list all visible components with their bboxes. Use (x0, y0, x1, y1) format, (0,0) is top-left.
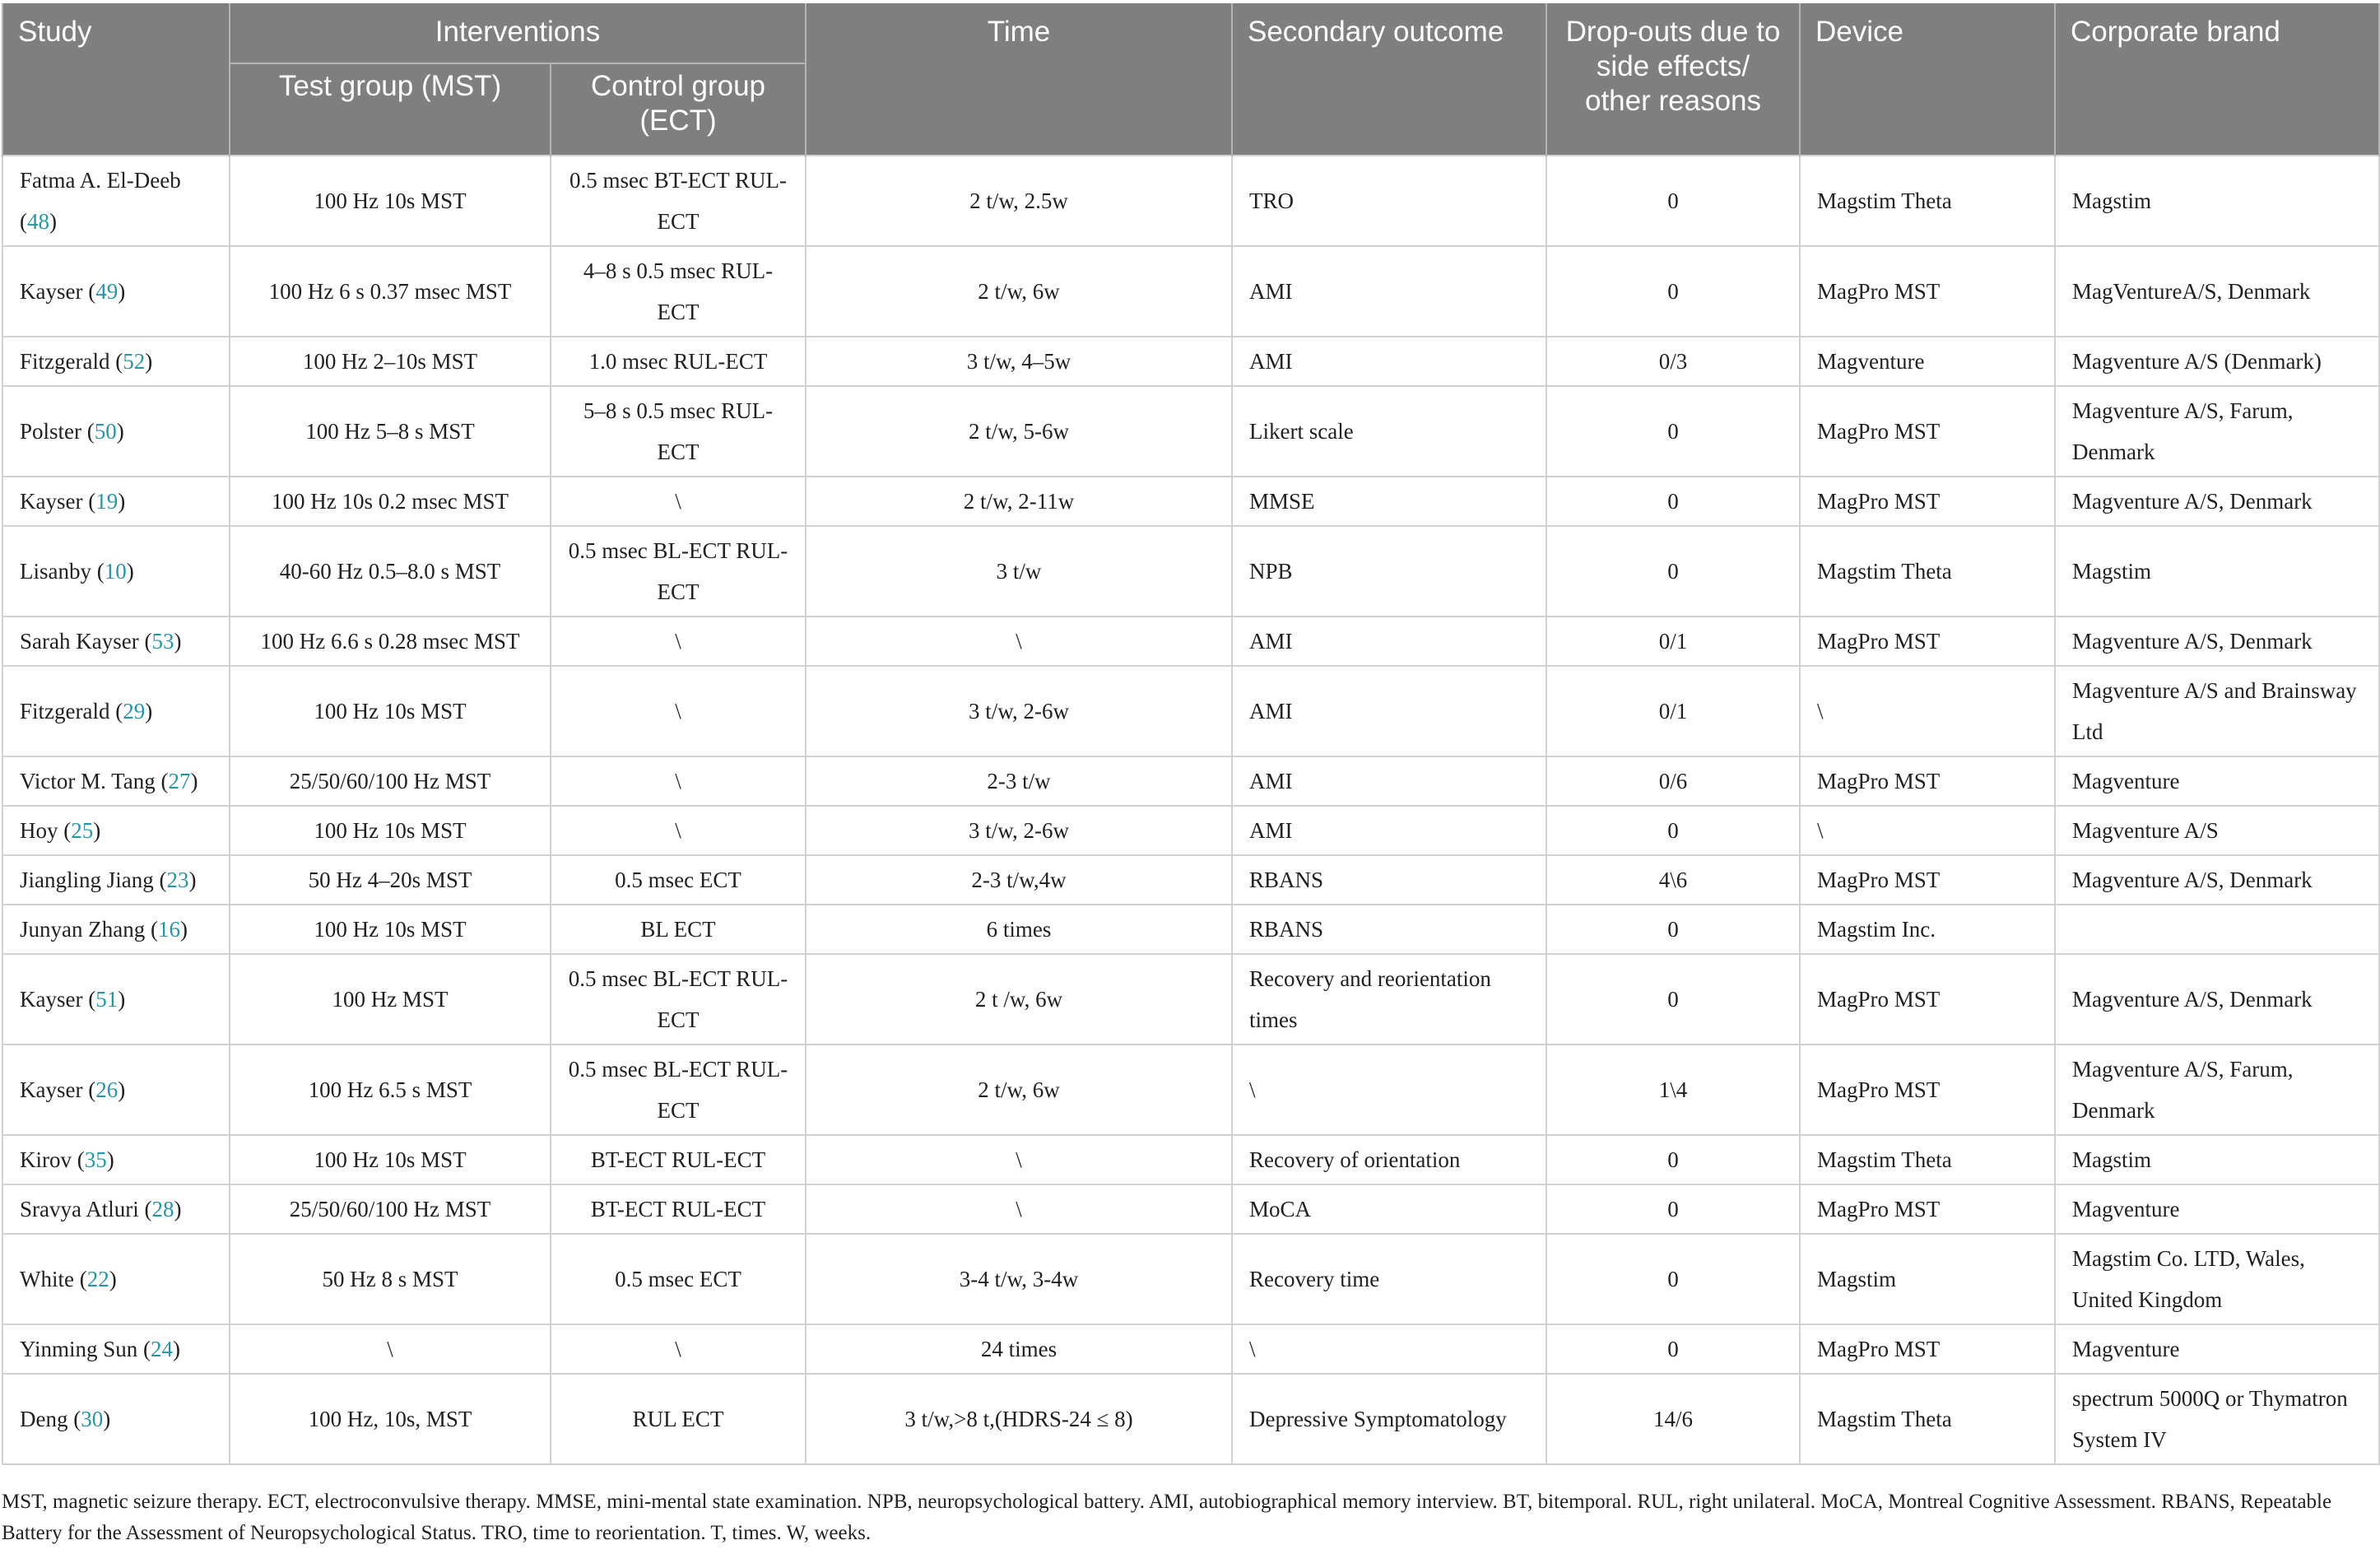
study-author: Kirov (20, 1147, 72, 1172)
cell-time: 6 times (806, 905, 1232, 954)
table-row (2, 1374, 2379, 1464)
cell-secondary-outcome: AMI (1232, 337, 1546, 386)
cell-dropouts: 0 (1546, 1324, 1800, 1374)
study-author: Sravya Atluri (20, 1197, 139, 1221)
header-secondary-outcome: Secondary outcome (1232, 3, 1546, 156)
study-author: Fitzgerald (20, 349, 110, 374)
table-footnote: MST, magnetic seizure therapy. ECT, electroconvulsive therapy. MMSE, mini-mental state examination. NPB, neuropsychological battery. AMI, autobiographical memory interview. BT, bitemporal. RUL, right unilateral. MoCA, Montreal Cognitive Assessment. RBANS, Repeatable Battery for the Assessment of Neuropsychological Status. TRO, time to reorientation. T, times. W, weeks. (2, 1491, 2332, 1544)
header-brand: Corporate brand (2055, 3, 2379, 156)
cell-dropouts: 0 (1546, 156, 1800, 246)
cell-secondary-outcome: RBANS (1232, 905, 1546, 954)
table-row (2, 477, 2379, 526)
study-author: Kayser (20, 987, 83, 1012)
table-row (2, 954, 2379, 1045)
reference-link[interactable]: 29 (123, 699, 146, 723)
cell-device: Magstim Inc. (1800, 905, 2055, 954)
cell-time: 3-4 t/w, 3-4w (806, 1234, 1232, 1324)
cell-dropouts: 0/3 (1546, 337, 1800, 386)
table-row (2, 1045, 2379, 1135)
cell-secondary-outcome: AMI (1232, 666, 1546, 756)
reference-link[interactable]: 35 (84, 1147, 107, 1172)
cell-device: Magventure (1800, 337, 2055, 386)
reference-link[interactable]: 10 (104, 559, 127, 584)
cell-test-group: 100 Hz 10s MST (230, 806, 551, 855)
cell-device: MagPro MST (1800, 386, 2055, 477)
cell-control-group: 4–8 s 0.5 msec RUL-ECT (551, 246, 806, 337)
cell-brand: Magstim (2055, 156, 2379, 246)
cell-time: 2 t/w, 2-11w (806, 477, 1232, 526)
cell-test-group: \ (230, 1324, 551, 1374)
cell-control-group: 5–8 s 0.5 msec RUL-ECT (551, 386, 806, 477)
table-row (2, 156, 2379, 246)
cell-test-group: 40-60 Hz 0.5–8.0 s MST (230, 526, 551, 616)
cell-brand: Magventure (2055, 1184, 2379, 1234)
cell-device: Magstim Theta (1800, 1135, 2055, 1184)
reference-link[interactable]: 51 (95, 987, 119, 1012)
cell-dropouts: 0 (1546, 806, 1800, 855)
cell-control-group: \ (551, 1324, 806, 1374)
header-device: Device (1800, 3, 2055, 156)
cell-secondary-outcome: AMI (1232, 756, 1546, 806)
header-control-group: Control group (ECT) (551, 63, 806, 156)
cell-secondary-outcome: Recovery time (1232, 1234, 1546, 1324)
table-row (2, 1324, 2379, 1374)
cell-dropouts: 0 (1546, 526, 1800, 616)
table-row (2, 526, 2379, 616)
cell-study: Polster (50) (2, 386, 230, 477)
cell-brand: Magventure A/S (2055, 806, 2379, 855)
cell-study: Yinming Sun (24) (2, 1324, 230, 1374)
cell-time: 2 t/w, 2.5w (806, 156, 1232, 246)
cell-control-group: 0.5 msec BL-ECT RUL-ECT (551, 1045, 806, 1135)
cell-brand: Magventure (2055, 756, 2379, 806)
cell-dropouts: 0 (1546, 1234, 1800, 1324)
header-dropouts: Drop-outs due to side effects/ other reasons (1546, 3, 1800, 156)
cell-dropouts: 0 (1546, 954, 1800, 1045)
cell-dropouts: 14/6 (1546, 1374, 1800, 1464)
table-row (2, 386, 2379, 477)
cell-secondary-outcome: Likert scale (1232, 386, 1546, 477)
cell-secondary-outcome: \ (1232, 1324, 1546, 1374)
reference-link[interactable]: 25 (71, 818, 94, 843)
study-author: Fatma A. El-Deeb (20, 168, 181, 193)
cell-control-group: \ (551, 616, 806, 666)
study-author: Lisanby (20, 559, 91, 584)
cell-test-group: 100 Hz 6 s 0.37 msec MST (230, 246, 551, 337)
table-row (2, 337, 2379, 386)
study-author: Kayser (20, 1077, 83, 1102)
reference-link[interactable]: 30 (81, 1407, 104, 1431)
cell-dropouts: 0 (1546, 905, 1800, 954)
cell-control-group: 0.5 msec BL-ECT RUL-ECT (551, 526, 806, 616)
cell-time: 2 t/w, 6w (806, 246, 1232, 337)
table-row (2, 1184, 2379, 1234)
table-row (2, 666, 2379, 756)
cell-brand: spectrum 5000Q or Thymatron System IV (2055, 1374, 2379, 1464)
cell-time: 3 t/w, 2-6w (806, 806, 1232, 855)
reference-link[interactable]: 19 (95, 489, 119, 514)
reference-link[interactable]: 23 (166, 868, 189, 892)
cell-test-group: 50 Hz 8 s MST (230, 1234, 551, 1324)
study-author: White (20, 1267, 74, 1291)
cell-dropouts: 0/6 (1546, 756, 1800, 806)
reference-link[interactable]: 22 (86, 1267, 109, 1291)
study-author: Jiangling Jiang (20, 868, 154, 892)
cell-time: \ (806, 1184, 1232, 1234)
cell-study: Kirov (35) (2, 1135, 230, 1184)
cell-brand: MagVentureA/S, Denmark (2055, 246, 2379, 337)
cell-time: 3 t/w, 2-6w (806, 666, 1232, 756)
cell-test-group: 25/50/60/100 Hz MST (230, 1184, 551, 1234)
cell-control-group: \ (551, 666, 806, 756)
cell-secondary-outcome: Depressive Symptomatology (1232, 1374, 1546, 1464)
cell-test-group: 100 Hz 10s MST (230, 905, 551, 954)
cell-test-group: 100 Hz 6.5 s MST (230, 1045, 551, 1135)
header-time: Time (806, 3, 1232, 156)
cell-control-group: 0.5 msec ECT (551, 1234, 806, 1324)
cell-control-group: BT-ECT RUL-ECT (551, 1135, 806, 1184)
header-study: Study (2, 3, 230, 156)
cell-control-group: 0.5 msec BT-ECT RUL-ECT (551, 156, 806, 246)
cell-study: Fitzgerald (29) (2, 666, 230, 756)
cell-dropouts: 0 (1546, 1135, 1800, 1184)
study-author: Deng (20, 1407, 68, 1431)
cell-study: Kayser (19) (2, 477, 230, 526)
study-author: Junyan Zhang (20, 917, 146, 942)
reference-link[interactable]: 26 (95, 1077, 119, 1102)
reference-link[interactable]: 49 (95, 279, 119, 304)
cell-control-group: \ (551, 806, 806, 855)
cell-test-group: 100 Hz 10s MST (230, 156, 551, 246)
reference-link[interactable]: 52 (123, 349, 146, 374)
cell-test-group: 100 Hz MST (230, 954, 551, 1045)
study-author: Hoy (20, 818, 58, 843)
cell-secondary-outcome: \ (1232, 1045, 1546, 1135)
header-interventions: Interventions (230, 3, 806, 63)
cell-study: Deng (30) (2, 1374, 230, 1464)
study-author: Yinming Sun (20, 1337, 138, 1361)
cell-time: 3 t/w (806, 526, 1232, 616)
cell-control-group: 0.5 msec ECT (551, 855, 806, 905)
table-row (2, 616, 2379, 666)
table-row (2, 246, 2379, 337)
cell-dropouts: 0 (1546, 246, 1800, 337)
reference-link[interactable]: 53 (151, 629, 174, 654)
cell-dropouts: 0 (1546, 477, 1800, 526)
cell-device: Magstim Theta (1800, 156, 2055, 246)
cell-control-group: 0.5 msec BL-ECT RUL-ECT (551, 954, 806, 1045)
reference-link[interactable]: 28 (151, 1197, 174, 1221)
header-test-group: Test group (MST) (230, 63, 551, 156)
cell-secondary-outcome: TRO (1232, 156, 1546, 246)
cell-test-group: 100 Hz, 10s, MST (230, 1374, 551, 1464)
cell-control-group: 1.0 msec RUL-ECT (551, 337, 806, 386)
table-row (2, 905, 2379, 954)
reference-link[interactable]: 50 (94, 419, 117, 444)
cell-brand: Magventure A/S, Denmark (2055, 616, 2379, 666)
cell-study: Junyan Zhang (16) (2, 905, 230, 954)
cell-brand: Magventure A/S, Farum, Denmark (2055, 1045, 2379, 1135)
cell-study: Kayser (51) (2, 954, 230, 1045)
studies-table (2, 3, 2380, 1465)
cell-test-group: 100 Hz 6.6 s 0.28 msec MST (230, 616, 551, 666)
cell-secondary-outcome: MMSE (1232, 477, 1546, 526)
cell-study: Victor M. Tang (27) (2, 756, 230, 806)
cell-brand (2055, 905, 2379, 954)
cell-secondary-outcome: RBANS (1232, 855, 1546, 905)
reference-link[interactable]: 48 (27, 209, 49, 234)
cell-control-group: RUL ECT (551, 1374, 806, 1464)
cell-time: \ (806, 616, 1232, 666)
study-author: Polster (20, 419, 82, 444)
cell-device: Magstim Theta (1800, 526, 2055, 616)
cell-study: Hoy (25) (2, 806, 230, 855)
cell-time: \ (806, 1135, 1232, 1184)
reference-link[interactable]: 24 (151, 1337, 174, 1361)
cell-brand: Magventure A/S, Farum, Denmark (2055, 386, 2379, 477)
cell-dropouts: 0 (1546, 1184, 1800, 1234)
cell-device: MagPro MST (1800, 756, 2055, 806)
cell-study: Fatma A. El-Deeb (48) (2, 156, 230, 246)
cell-dropouts: 0 (1546, 386, 1800, 477)
cell-device: MagPro MST (1800, 1184, 2055, 1234)
cell-brand: Magventure A/S and Brainsway Ltd (2055, 666, 2379, 756)
cell-brand: Magstim (2055, 526, 2379, 616)
cell-device: MagPro MST (1800, 477, 2055, 526)
cell-device: MagPro MST (1800, 954, 2055, 1045)
cell-device: MagPro MST (1800, 246, 2055, 337)
reference-link[interactable]: 27 (168, 769, 191, 793)
cell-brand: Magstim (2055, 1135, 2379, 1184)
cell-time: 24 times (806, 1324, 1232, 1374)
cell-secondary-outcome: MoCA (1232, 1184, 1546, 1234)
study-author: Kayser (20, 489, 83, 514)
cell-test-group: 25/50/60/100 Hz MST (230, 756, 551, 806)
cell-dropouts: 0/1 (1546, 616, 1800, 666)
cell-device: \ (1800, 666, 2055, 756)
cell-secondary-outcome: AMI (1232, 806, 1546, 855)
cell-dropouts: 1\4 (1546, 1045, 1800, 1135)
cell-device: MagPro MST (1800, 1324, 2055, 1374)
cell-dropouts: 0/1 (1546, 666, 1800, 756)
cell-time: 2 t /w, 6w (806, 954, 1232, 1045)
cell-test-group: 100 Hz 2–10s MST (230, 337, 551, 386)
cell-secondary-outcome: NPB (1232, 526, 1546, 616)
cell-time: 2 t/w, 5-6w (806, 386, 1232, 477)
cell-test-group: 100 Hz 10s 0.2 msec MST (230, 477, 551, 526)
cell-time: 3 t/w, 4–5w (806, 337, 1232, 386)
cell-secondary-outcome: Recovery and reorientation times (1232, 954, 1546, 1045)
cell-control-group: BT-ECT RUL-ECT (551, 1184, 806, 1234)
cell-study: White (22) (2, 1234, 230, 1324)
cell-test-group: 100 Hz 5–8 s MST (230, 386, 551, 477)
table-body (2, 156, 2379, 1464)
cell-test-group: 100 Hz 10s MST (230, 1135, 551, 1184)
cell-brand: Magventure (2055, 1324, 2379, 1374)
cell-device: MagPro MST (1800, 855, 2055, 905)
study-author: Fitzgerald (20, 699, 110, 723)
table-row (2, 756, 2379, 806)
cell-study: Jiangling Jiang (23) (2, 855, 230, 905)
cell-secondary-outcome: Recovery of orientation (1232, 1135, 1546, 1184)
cell-brand: Magstim Co. LTD, Wales, United Kingdom (2055, 1234, 2379, 1324)
cell-brand: Magventure A/S, Denmark (2055, 477, 2379, 526)
cell-device: Magstim (1800, 1234, 2055, 1324)
reference-link[interactable]: 16 (157, 917, 180, 942)
table-row (2, 855, 2379, 905)
cell-test-group: 50 Hz 4–20s MST (230, 855, 551, 905)
cell-brand: Magventure A/S (Denmark) (2055, 337, 2379, 386)
table-row (2, 1234, 2379, 1324)
cell-device: MagPro MST (1800, 616, 2055, 666)
cell-device: Magstim Theta (1800, 1374, 2055, 1464)
cell-control-group: \ (551, 756, 806, 806)
study-author: Sarah Kayser (20, 629, 139, 654)
table-row (2, 1135, 2379, 1184)
cell-test-group: 100 Hz 10s MST (230, 666, 551, 756)
cell-time: 2-3 t/w,4w (806, 855, 1232, 905)
cell-device: MagPro MST (1800, 1045, 2055, 1135)
cell-study: Fitzgerald (52) (2, 337, 230, 386)
cell-time: 3 t/w,>8 t,(HDRS-24 ≤ 8) (806, 1374, 1232, 1464)
study-author: Kayser (20, 279, 83, 304)
cell-brand: Magventure A/S, Denmark (2055, 855, 2379, 905)
cell-control-group: BL ECT (551, 905, 806, 954)
cell-dropouts: 4\6 (1546, 855, 1800, 905)
cell-study: Kayser (26) (2, 1045, 230, 1135)
cell-secondary-outcome: AMI (1232, 616, 1546, 666)
cell-time: 2-3 t/w (806, 756, 1232, 806)
cell-control-group: \ (551, 477, 806, 526)
cell-brand: Magventure A/S, Denmark (2055, 954, 2379, 1045)
study-author: Victor M. Tang (20, 769, 156, 793)
cell-study: Sravya Atluri (28) (2, 1184, 230, 1234)
cell-study: Kayser (49) (2, 246, 230, 337)
cell-device: \ (1800, 806, 2055, 855)
cell-secondary-outcome: AMI (1232, 246, 1546, 337)
cell-study: Sarah Kayser (53) (2, 616, 230, 666)
table-row (2, 806, 2379, 855)
cell-study: Lisanby (10) (2, 526, 230, 616)
cell-time: 2 t/w, 6w (806, 1045, 1232, 1135)
